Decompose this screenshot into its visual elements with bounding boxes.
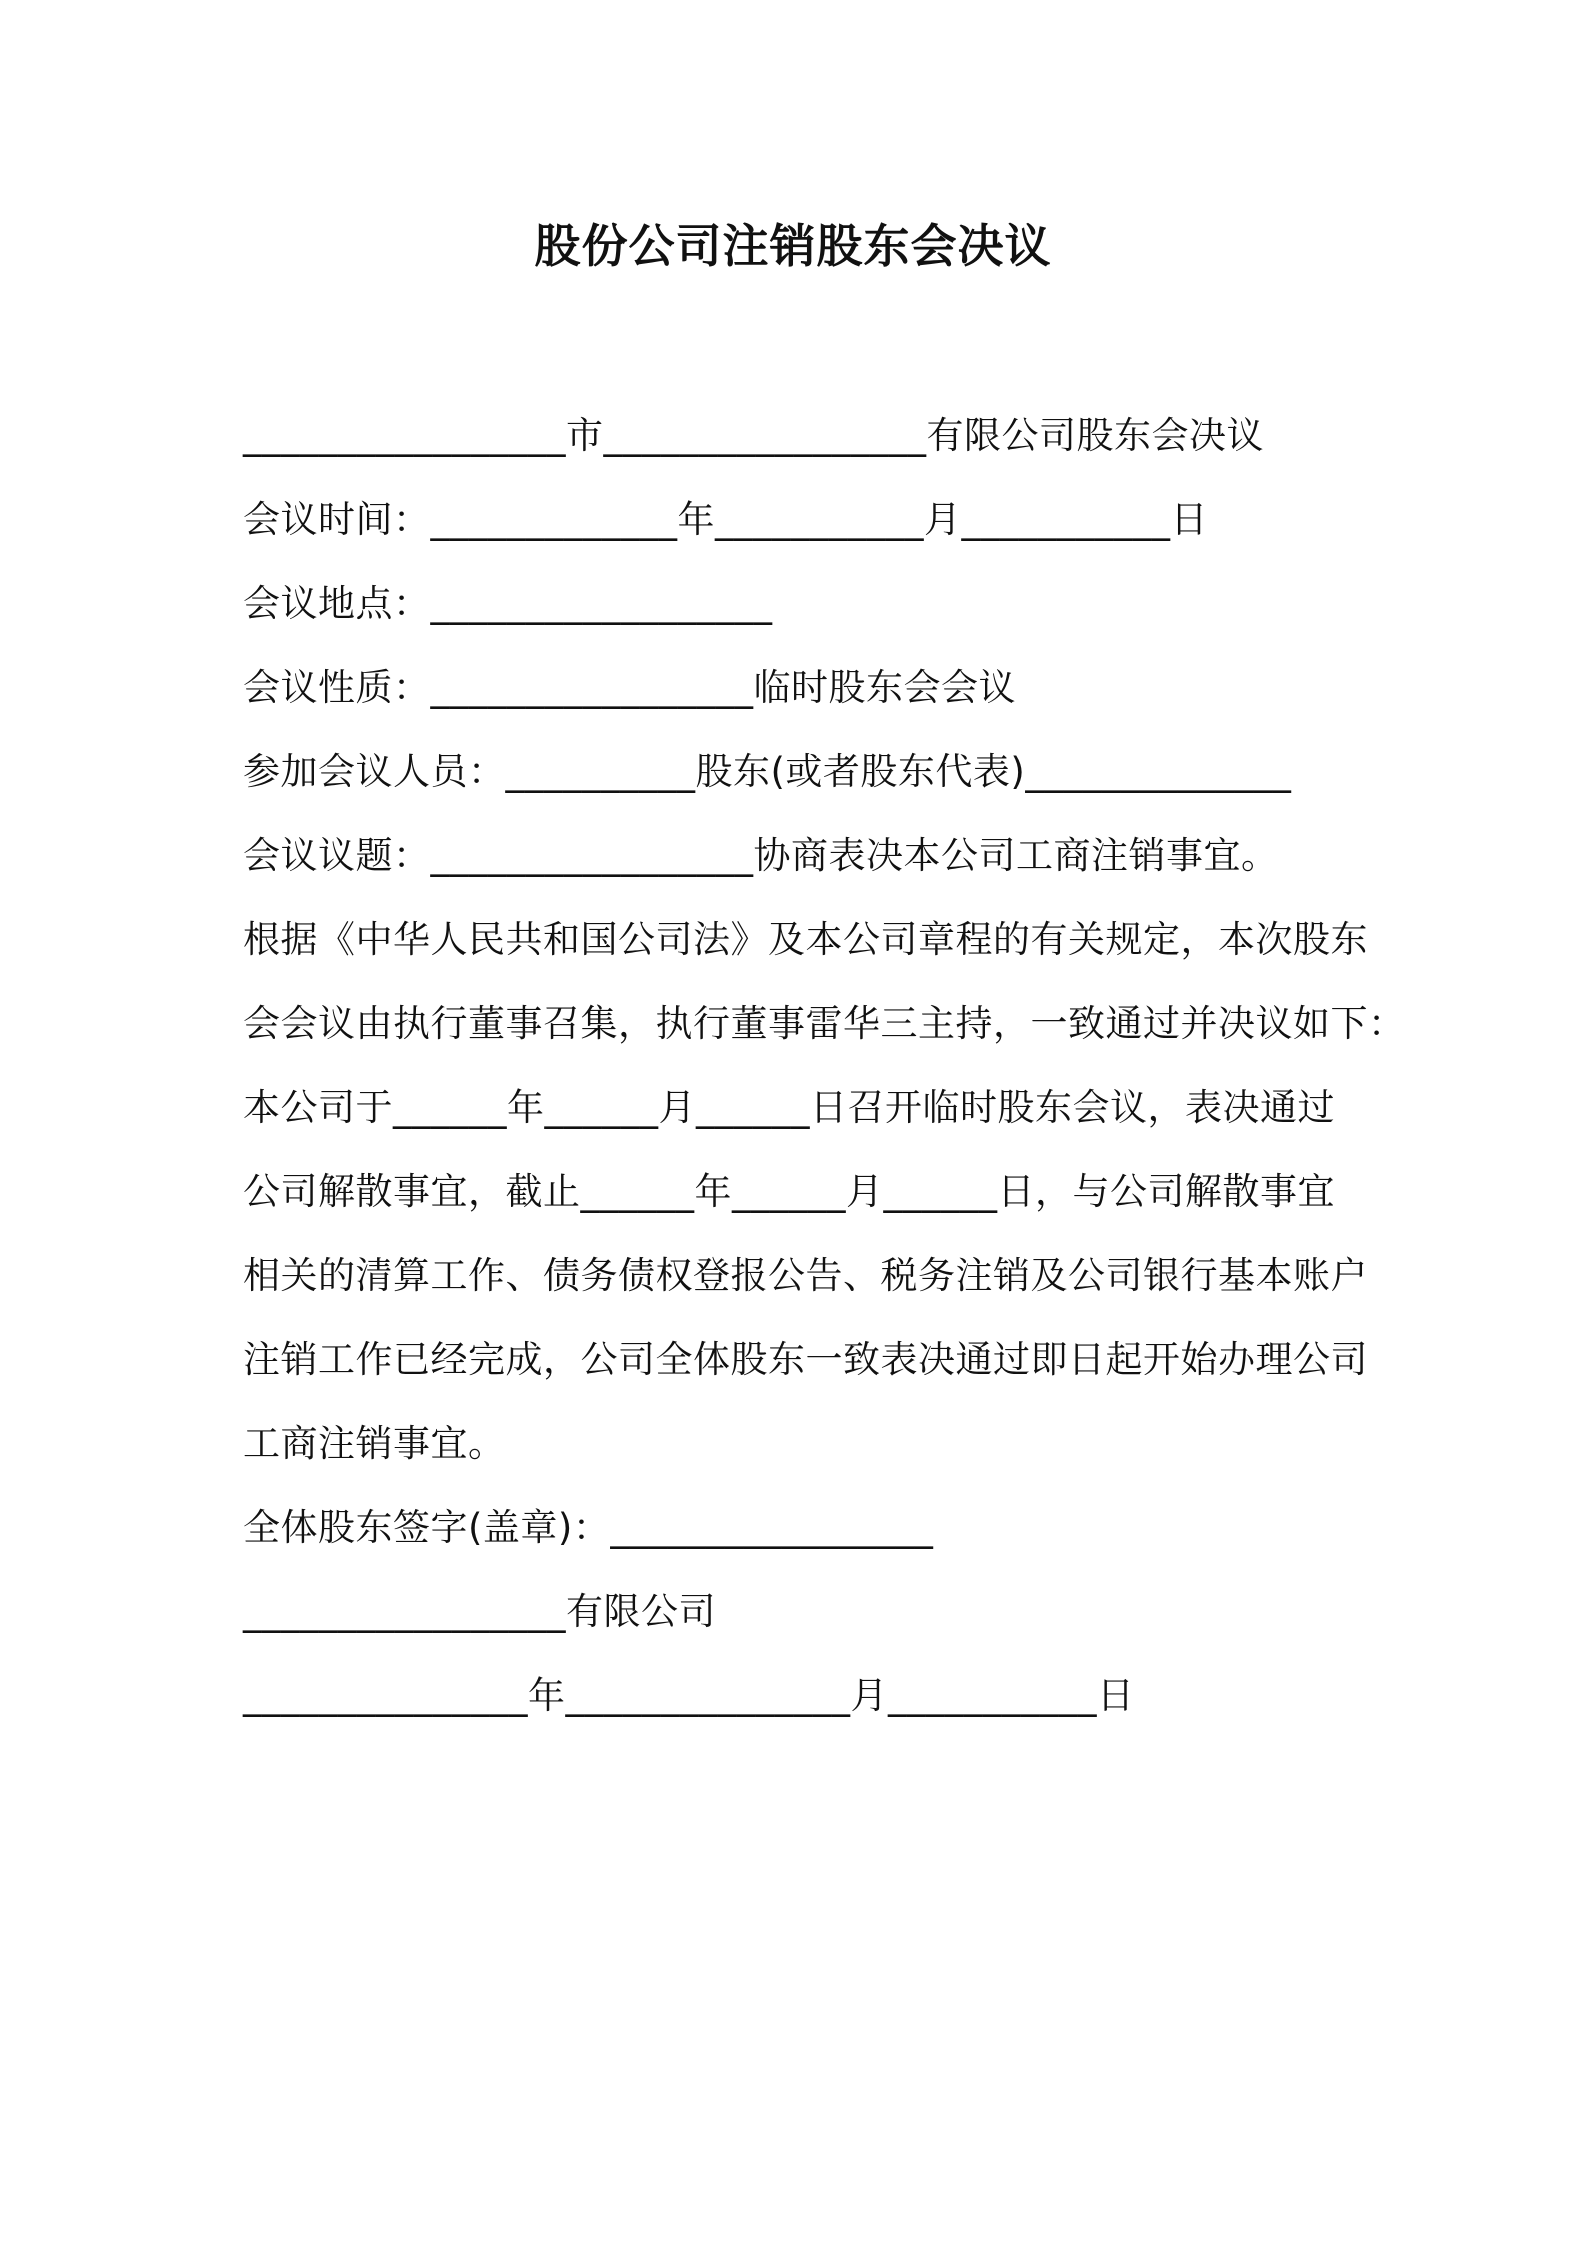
signing-date-line: _______________年_______________月___________日 bbox=[243, 1674, 1135, 1717]
shareholder-signature-line: 全体股东签字(盖章)：_________________ bbox=[243, 1506, 934, 1549]
body-paragraph-line: 公司解散事宜，截止______年______月______日，与公司解散事宜 bbox=[243, 1170, 1335, 1213]
document-title: 股份公司注销股东会决议 bbox=[534, 219, 1052, 273]
attendees-line: 参加会议人员：__________股东(或者股东代表)______________ bbox=[243, 750, 1292, 793]
meeting-topic-line: 会议议题：_________________协商表决本公司工商注销事宜。 bbox=[243, 834, 1279, 877]
company-name-line: _________________有限公司 bbox=[243, 1590, 716, 1633]
resolution-header-line: _________________市_________________有限公司股东会决议 bbox=[243, 414, 1264, 457]
body-paragraph-line: 本公司于______年______月______日召开临时股东会议，表决通过 bbox=[243, 1086, 1335, 1129]
body-paragraph-line: 相关的清算工作、债务债权登报公告、税务注销及公司银行基本账户 bbox=[243, 1254, 1368, 1297]
meeting-nature-line: 会议性质：_________________临时股东会会议 bbox=[243, 666, 1016, 709]
meeting-place-line: 会议地点：__________________ bbox=[243, 582, 773, 625]
body-paragraph-line: 注销工作已经完成，公司全体股东一致表决通过即日起开始办理公司 bbox=[243, 1338, 1368, 1381]
body-paragraph-line: 会会议由执行董事召集，执行董事雷华三主持，一致通过并决议如下： bbox=[243, 1002, 1406, 1045]
meeting-time-line: 会议时间：_____________年___________月___________日 bbox=[243, 498, 1208, 541]
body-paragraph-line: 工商注销事宜。 bbox=[243, 1422, 506, 1465]
body-paragraph-line: 根据《中华人民共和国公司法》及本公司章程的有关规定，本次股东 bbox=[243, 918, 1368, 961]
